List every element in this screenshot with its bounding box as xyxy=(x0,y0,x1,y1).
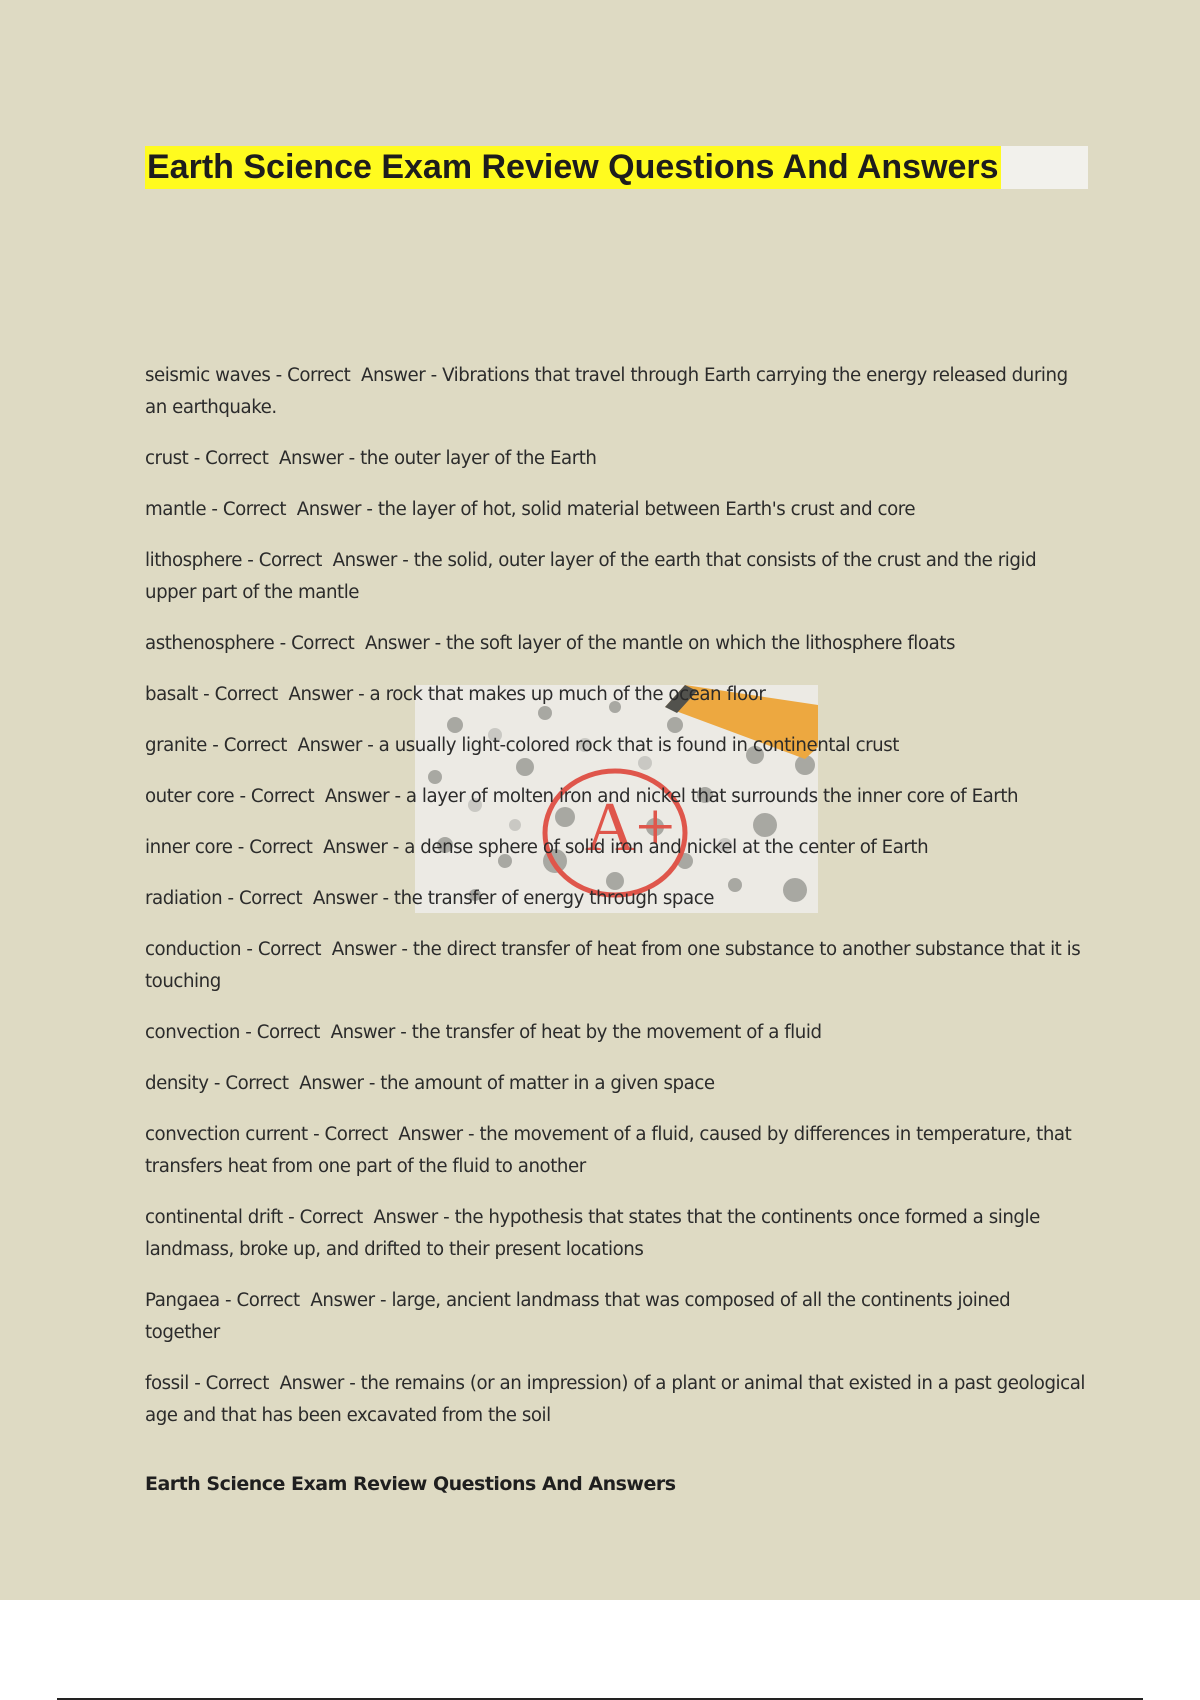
qa-separator: - xyxy=(241,550,259,571)
qa-answer-tag: Correct Answer xyxy=(287,365,426,386)
qa-term: mantle xyxy=(145,499,207,520)
qa-separator: - xyxy=(206,499,223,520)
qa-separator: - xyxy=(396,550,414,571)
qa-separator: - xyxy=(389,786,406,807)
qa-separator: - xyxy=(377,888,394,909)
qa-term: conduction xyxy=(145,939,242,960)
qa-term: convection xyxy=(145,1022,240,1043)
qa-answer-tag: Correct Answer xyxy=(238,888,378,909)
qa-definition: the movement of a fluid, caused by differences in temperature, that transfers heat from one part of the fluid to another xyxy=(145,1124,1077,1177)
qa-item xyxy=(145,628,1085,660)
qa-definition: the remains (or an impression) of a plant or animal that existed in a past geological age and that has been excavated from the soil xyxy=(145,1373,1091,1426)
qa-separator: - xyxy=(462,1124,480,1145)
qa-term: continental drift xyxy=(145,1207,283,1228)
qa-separator: - xyxy=(429,633,447,654)
qa-separator: - xyxy=(270,365,288,386)
qa-answer-tag: Correct Answer xyxy=(236,1290,375,1311)
qa-separator: - xyxy=(343,1373,361,1394)
qa-item xyxy=(145,360,1085,424)
qa-definition: a rock that makes up much of the ocean floor xyxy=(369,684,766,705)
qa-separator: - xyxy=(188,448,206,469)
qa-definition: the transfer of heat by the movement of a fluid xyxy=(411,1022,822,1043)
qa-separator: - xyxy=(425,365,443,386)
qa-separator: - xyxy=(396,939,413,960)
qa-answer-tag: Correct Answer xyxy=(205,448,344,469)
qa-item xyxy=(145,1119,1085,1183)
qa-definition: the hypothesis that states that the continents once formed a single landmass, broke up, and drifted to their present locations xyxy=(145,1207,1046,1260)
qa-answer-tag: Correct Answer xyxy=(324,1124,463,1145)
qa-list xyxy=(145,360,1091,1451)
qa-separator: - xyxy=(361,735,379,756)
qa-definition: a usually light-colored rock that is found in continental crust xyxy=(378,735,899,756)
qa-answer-tag: Correct Answer xyxy=(214,684,353,705)
qa-item xyxy=(145,1017,1085,1049)
qa-item xyxy=(145,1368,1091,1432)
qa-term: inner core xyxy=(145,837,233,858)
qa-separator: - xyxy=(208,1073,226,1094)
qa-term: outer core xyxy=(145,786,235,807)
footer-title: Earth Science Exam Review Questions And Answers xyxy=(145,1473,676,1495)
qa-separator: - xyxy=(282,1207,300,1228)
qa-answer-tag: Correct Answer xyxy=(205,1373,344,1394)
qa-item xyxy=(145,1068,1085,1100)
qa-separator: - xyxy=(394,1022,412,1043)
qa-definition: the soft layer of the mantle on which the lithosphere floats xyxy=(446,633,955,654)
qa-separator: - xyxy=(239,1022,257,1043)
qa-separator: - xyxy=(219,1290,237,1311)
qa-definition: a dense sphere of solid iron and nickel at the center of Earth xyxy=(404,837,929,858)
qa-separator: - xyxy=(222,888,239,909)
qa-item xyxy=(145,832,1085,864)
qa-separator: - xyxy=(234,786,251,807)
qa-term: basalt xyxy=(145,684,198,705)
qa-answer-tag: Correct Answer xyxy=(222,499,362,520)
qa-definition: the layer of hot, solid material between Earth's crust and core xyxy=(377,499,916,520)
qa-definition: the direct transfer of heat from one substance to another substance that it is touching xyxy=(145,939,1086,992)
qa-separator: - xyxy=(197,684,215,705)
grade-mark: A+ xyxy=(585,789,676,866)
qa-separator: - xyxy=(206,735,224,756)
qa-item xyxy=(145,494,1085,526)
qa-definition: large, ancient landmass that was composed of all the continents joined together xyxy=(145,1290,1016,1343)
qa-answer-tag: Correct Answer xyxy=(299,1207,438,1228)
qa-separator: - xyxy=(241,939,258,960)
qa-answer-tag: Correct Answer xyxy=(256,1022,395,1043)
qa-term: crust xyxy=(145,448,189,469)
qa-definition: the transfer of energy through space xyxy=(393,888,715,909)
qa-term: radiation xyxy=(145,888,223,909)
qa-separator: - xyxy=(343,448,361,469)
qa-item xyxy=(145,781,1085,813)
qa-term: granite xyxy=(145,735,207,756)
qa-item xyxy=(145,934,1085,998)
qa-definition: the solid, outer layer of the earth that consists of the crust and the rigid upper part of the mantle xyxy=(145,550,1042,603)
qa-term: convection current xyxy=(145,1124,308,1145)
qa-separator: - xyxy=(387,837,405,858)
qa-term: lithosphere xyxy=(145,550,242,571)
qa-separator: - xyxy=(307,1124,325,1145)
qa-separator: - xyxy=(374,1290,392,1311)
qa-definition: the amount of matter in a given space xyxy=(380,1073,715,1094)
qa-separator: - xyxy=(232,837,250,858)
qa-separator: - xyxy=(352,684,370,705)
qa-answer-tag: Correct Answer xyxy=(223,735,362,756)
qa-term: asthenosphere xyxy=(145,633,275,654)
page-title: Earth Science Exam Review Questions And Answers xyxy=(145,146,1001,189)
qa-item xyxy=(145,443,1085,475)
qa-item xyxy=(145,1202,1085,1266)
qa-term: fossil xyxy=(145,1373,189,1394)
qa-term: seismic waves xyxy=(145,365,271,386)
qa-term: density xyxy=(145,1073,209,1094)
qa-item xyxy=(145,545,1085,609)
qa-item xyxy=(145,679,1085,711)
qa-answer-tag: Correct Answer xyxy=(291,633,430,654)
qa-definition: Vibrations that travel through Earth carrying the energy released during an earthquake. xyxy=(145,365,1074,418)
qa-definition: the outer layer of the Earth xyxy=(360,448,597,469)
qa-separator: - xyxy=(437,1207,455,1228)
qa-answer-tag: Correct Answer xyxy=(249,837,388,858)
qa-separator: - xyxy=(361,499,378,520)
qa-item xyxy=(145,883,1085,915)
qa-definition: a layer of molten iron and nickel that surrounds the inner core of Earth xyxy=(405,786,1019,807)
qa-answer-tag: Correct Answer xyxy=(257,939,397,960)
qa-separator: - xyxy=(274,633,292,654)
qa-answer-tag: Correct Answer xyxy=(250,786,390,807)
qa-separator: - xyxy=(363,1073,381,1094)
qa-item xyxy=(145,1285,1085,1349)
qa-answer-tag: Correct Answer xyxy=(225,1073,364,1094)
qa-item xyxy=(145,730,1085,762)
qa-answer-tag: Correct Answer xyxy=(258,550,397,571)
qa-term: Pangaea xyxy=(145,1290,220,1311)
qa-separator: - xyxy=(188,1373,206,1394)
